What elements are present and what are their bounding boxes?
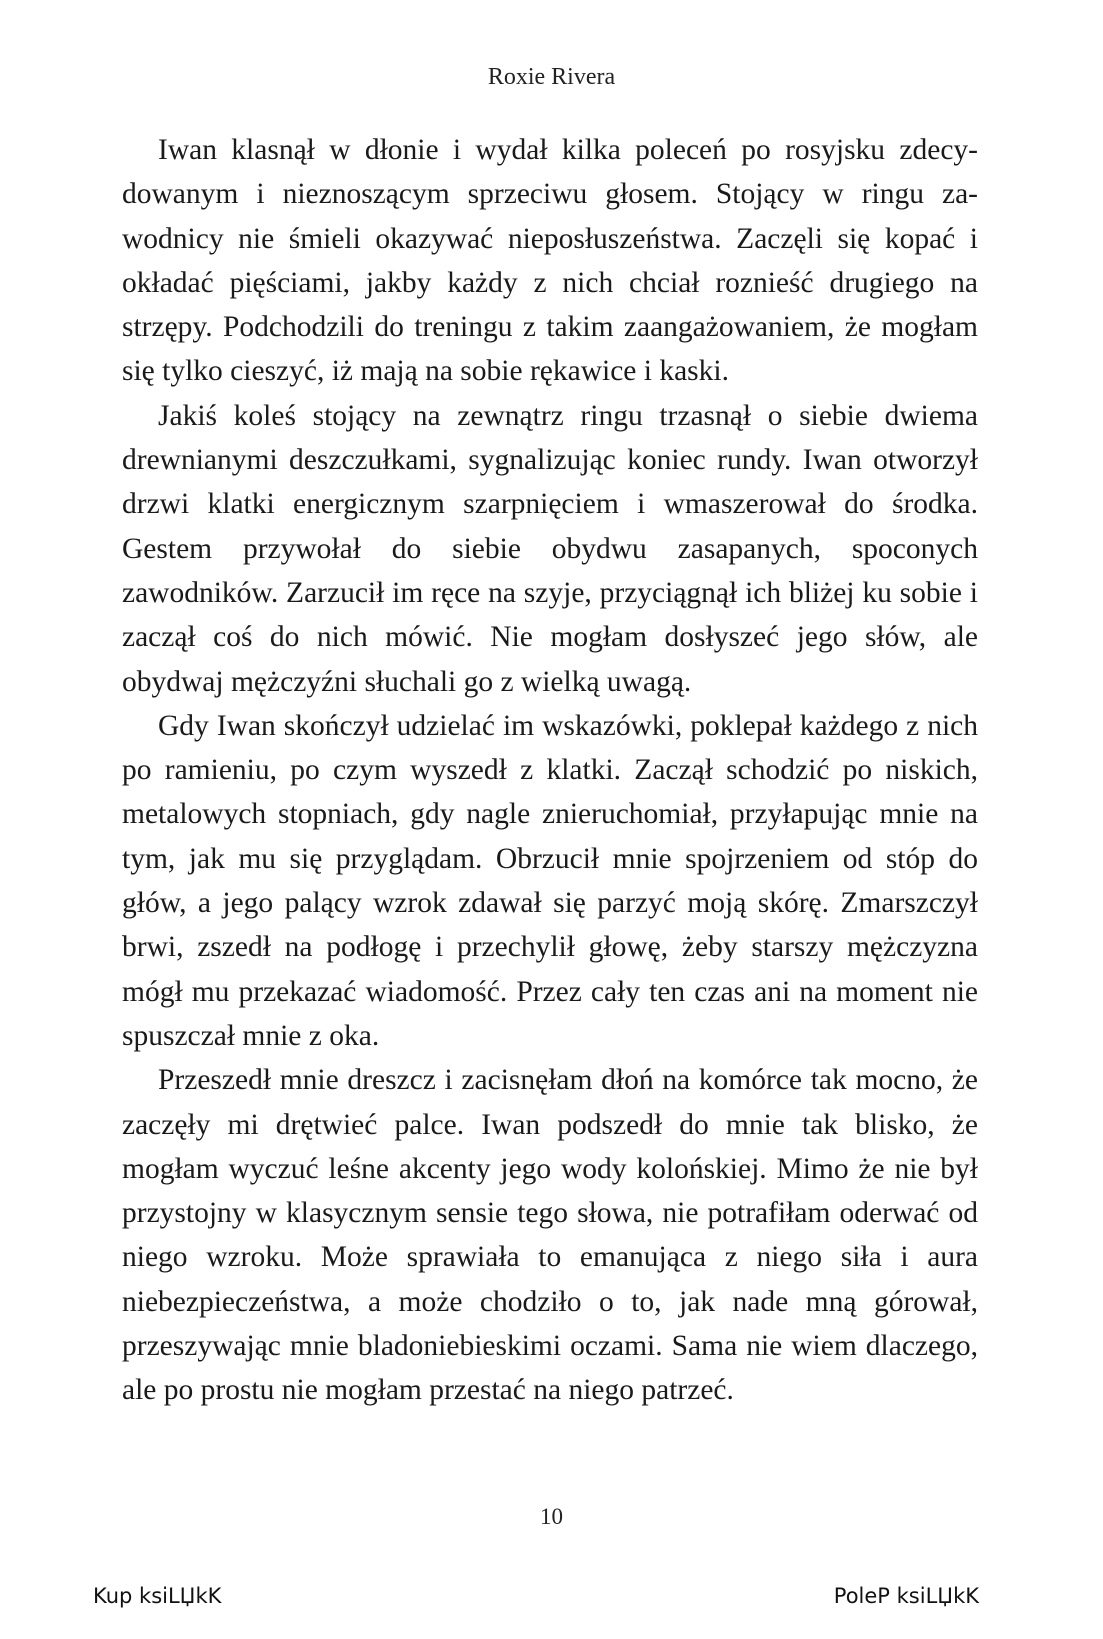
paragraph-3: Gdy Iwan skończył udzielać im wskazówki, poklepał każdego z nich po ramieniu, po czym wyszedł z klatki. Zaczął schodzić po niskich, metalowych stopniach, gdy nagle znieruchomiał, przyłapując mnie na tym, jak mu się przyglądam. Obrzucił mnie spojrzeniem od stóp do głów, a jego palący wzrok zdawał się parzyć moją skórę. Zmarszczył brwi, zszedł na podłogę i przechylił głowę, żeby starszy mężczyzna mógł mu przekazać wiadomość. Przez cały ten czas ani na moment nie spuszczał mnie z oka. bbox=[122, 709, 978, 1052]
paragraph-1: Iwan klasnął w dłonie i wydał kilka poleceń po rosyjsku zdecydowanym i nieznoszącym sprzeciwu głosem. Stojący w ringu zawodnicy nie śmieli okazywać nieposłuszeństwa. Zaczęli się kopać i okładać pięściami, jakby każdy z nich chciał roznieść drugiego na strzępy. Podchodzili do treningu z takim zaangażowaniem, że mogłam się tylko cieszyć, iż mają na sobie rękawice i kaski. bbox=[122, 134, 978, 388]
paragraph-2: Jakiś koleś stojący na zewnątrz ringu trzasnął o siebie dwiema drewnianymi deszczułkami, sygnalizując koniec rundy. Iwan otworzył drzwi klatki energicznym szarpnięciem i wmaszerował do środka. Gestem przywołał do siebie obydwu zasapanych, spoconych zawodników. Zarzucił im ręce na szyje, przyciągnął ich bliżej ku sobie i zaczął coś do nich mówić. Nie mogłam dosłyszeć jego słów, ale obydwaj mężczyźni słuchali go z wielką uwagą. bbox=[122, 399, 978, 698]
running-head-author: Roxie Rivera bbox=[487, 64, 616, 90]
paragraph-4: Przeszedł mnie dreszcz i zacisnęłam dłoń na komórce tak mocno, że zaczęły mi drętwieć palce. Iwan podszedł do mnie tak blisko, że mogłam wyczuć leśne akcenty jego wody kolońskiej. Mimo że nie był przystojny w klasycznym sensie tego słowa, nie potrafiłam oderwać od niego wzroku. Może sprawiała to emanująca z niego siła i aura niebezpieczeństwa, a może chodziło o to, jak nade mną górował, przeszywając mnie bladoniebieskimi oczami. Sama nie wiem dlaczego, ale po prostu nie mogłam przestać na niego patrzeć. bbox=[122, 1064, 978, 1407]
body-text bbox=[122, 128, 978, 1413]
buy-book-link[interactable]: Kup ksiLЏkK bbox=[93, 1584, 222, 1608]
recommend-book-link[interactable]: PoleP ksiLЏkK bbox=[833, 1584, 979, 1608]
page-number: 10 bbox=[540, 1504, 563, 1529]
